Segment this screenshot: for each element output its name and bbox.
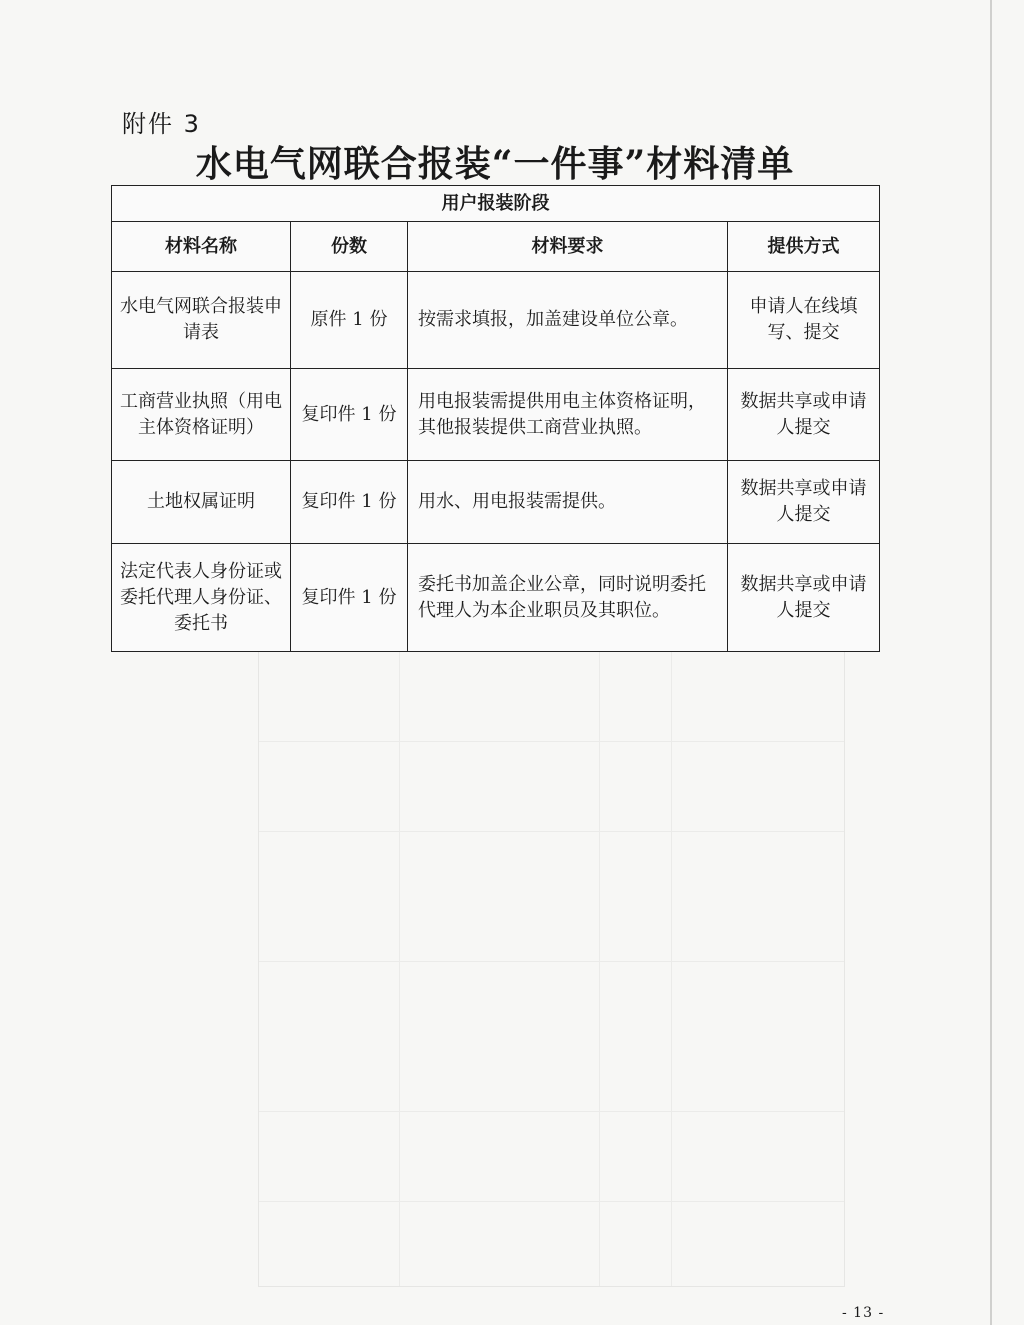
material-method: 数据共享或申请人提交 bbox=[728, 544, 880, 652]
table-row bbox=[112, 544, 880, 652]
table-row bbox=[112, 369, 880, 461]
material-requirement: 用水、用电报装需提供。 bbox=[408, 461, 728, 544]
material-copies: 复印件 1 份 bbox=[291, 461, 408, 544]
stage-header: 用户报装阶段 bbox=[112, 186, 880, 222]
material-requirement: 按需求填报，加盖建设单位公章。 bbox=[408, 272, 728, 369]
document-title: 水电气网联合报装“一件事”材料清单 bbox=[195, 143, 795, 185]
table-row bbox=[112, 461, 880, 544]
material-method: 申请人在线填写、提交 bbox=[728, 272, 880, 369]
material-name: 法定代表人身份证或委托代理人身份证、委托书 bbox=[112, 544, 291, 652]
column-header-row bbox=[112, 222, 880, 272]
material-copies: 复印件 1 份 bbox=[291, 544, 408, 652]
column-header-method: 提供方式 bbox=[728, 222, 880, 272]
stage-row bbox=[112, 186, 880, 222]
attachment-label: 附件 3 bbox=[122, 110, 201, 138]
column-header-requirement: 材料要求 bbox=[408, 222, 728, 272]
material-copies: 复印件 1 份 bbox=[291, 369, 408, 461]
material-name: 土地权属证明 bbox=[112, 461, 291, 544]
material-copies: 原件 1 份 bbox=[291, 272, 408, 369]
bleed-through-table bbox=[258, 640, 845, 1287]
column-header-copies: 份数 bbox=[291, 222, 408, 272]
materials-table bbox=[111, 185, 880, 652]
page-number: - 13 - bbox=[842, 1305, 885, 1321]
material-name: 工商营业执照（用电主体资格证明） bbox=[112, 369, 291, 461]
column-header-name: 材料名称 bbox=[112, 222, 291, 272]
material-name: 水电气网联合报装申请表 bbox=[112, 272, 291, 369]
material-requirement: 用电报装需提供用电主体资格证明，其他报装提供工商营业执照。 bbox=[408, 369, 728, 461]
material-method: 数据共享或申请人提交 bbox=[728, 369, 880, 461]
material-requirement: 委托书加盖企业公章，同时说明委托代理人为本企业职员及其职位。 bbox=[408, 544, 728, 652]
table-row bbox=[112, 272, 880, 369]
page-edge bbox=[990, 0, 992, 1325]
material-method: 数据共享或申请人提交 bbox=[728, 461, 880, 544]
